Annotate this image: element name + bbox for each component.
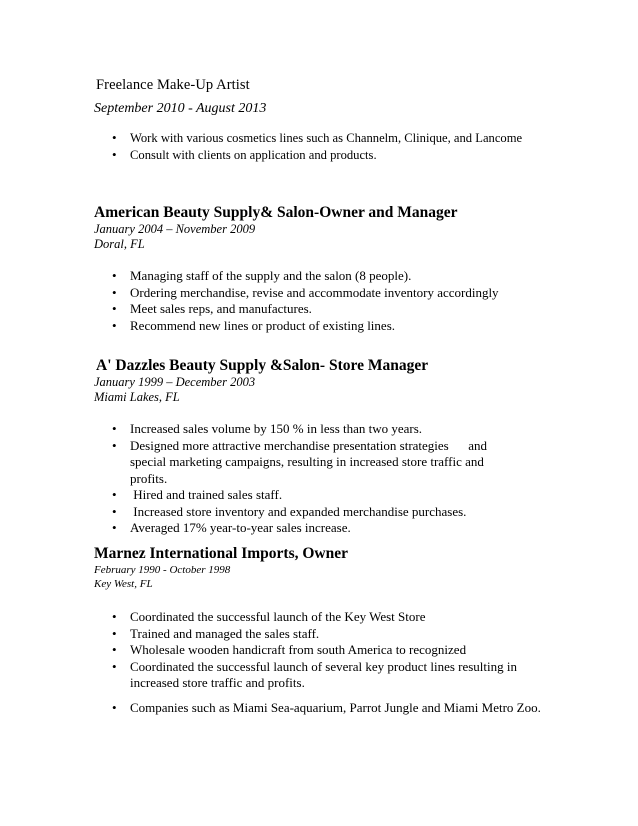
bullet-icon: •	[112, 487, 117, 502]
job-location: Doral, FL	[94, 237, 145, 251]
bullet-icon: •	[112, 146, 117, 162]
job-dates: January 2004 – November 2009	[94, 222, 256, 236]
job-dates: February 1990 - October 1998	[94, 564, 231, 576]
job-bullets	[94, 268, 564, 334]
list-item: • Companies such as Miami Sea-aquarium, Parrot Jungle and Miami Metro Zoo.	[112, 699, 541, 715]
list-item: • Averaged 17% year-to-year sales increase.	[112, 520, 351, 535]
job-dates: September 2010 - August 2013	[94, 101, 267, 116]
job-title: Marnez International Imports, Owner	[94, 545, 348, 562]
bullet-icon: •	[112, 317, 117, 333]
bullet-icon: •	[112, 520, 117, 535]
bullet-icon: •	[112, 503, 117, 519]
job-american-beauty-supply	[94, 204, 564, 334]
job-dates: January 1999 – December 2003	[94, 375, 256, 389]
bullet-icon: •	[112, 625, 117, 641]
bullet-icon: •	[112, 284, 117, 300]
list-item: • Work with various cosmetics lines such as Channelm, Clinique, and Lancome	[112, 130, 523, 145]
job-freelance-makeup-artist	[94, 76, 564, 163]
bullet-icon: •	[112, 421, 117, 436]
list-item: • Trained and managed the sales staff.	[112, 625, 320, 641]
bullet-icon: •	[112, 642, 117, 657]
list-spacer	[94, 692, 564, 700]
job-location: Key West, FL	[94, 578, 153, 590]
job-bullets	[94, 609, 564, 716]
list-item: • Ordering merchandise, revise and accommodate inventory accordingly	[112, 284, 499, 300]
job-location: Miami Lakes, FL	[94, 390, 180, 404]
bullet-icon: •	[112, 609, 117, 624]
job-bullets	[94, 421, 564, 537]
bullet-icon: •	[112, 437, 117, 453]
bullet-icon: •	[112, 130, 117, 145]
job-title: A' Dazzles Beauty Supply &Salon- Store Manager	[96, 357, 429, 374]
job-marnez-international-imports	[94, 545, 564, 716]
list-item: • Increased sales volume by 150 % in less than two years.	[112, 421, 423, 436]
list-item: • Increased store inventory and expanded merchandise purchases.	[112, 503, 467, 519]
list-item: • Coordinated the successful launch of the Key West Store	[112, 609, 426, 624]
list-item: • Designed more attractive merchandise presentation strategies and special marketing campaigns, resulting in increased store traffic and profits.	[112, 437, 491, 486]
list-item: • Consult with clients on application and products.	[112, 146, 377, 162]
job-a-dazzles-beauty-supply	[94, 357, 564, 537]
list-item: • Hired and trained sales staff.	[112, 487, 283, 502]
list-item: • Managing staff of the supply and the salon (8 people).	[112, 268, 412, 283]
job-title: Freelance Make-Up Artist	[96, 77, 250, 93]
bullet-icon: •	[112, 699, 117, 715]
job-title: American Beauty Supply& Salon-Owner and Manager	[94, 204, 458, 221]
list-item: • Coordinated the successful launch of several key product lines resulting in increased store traffic and profits.	[112, 658, 518, 690]
list-item: • Recommend new lines or product of existing lines.	[112, 317, 396, 333]
list-item: • Meet sales reps, and manufactures.	[112, 301, 312, 316]
bullet-icon: •	[112, 301, 117, 316]
list-item: • Wholesale wooden handicraft from south America to recognized	[112, 642, 467, 657]
job-bullets	[94, 130, 564, 163]
bullet-icon: •	[112, 658, 117, 674]
bullet-icon: •	[112, 268, 117, 283]
